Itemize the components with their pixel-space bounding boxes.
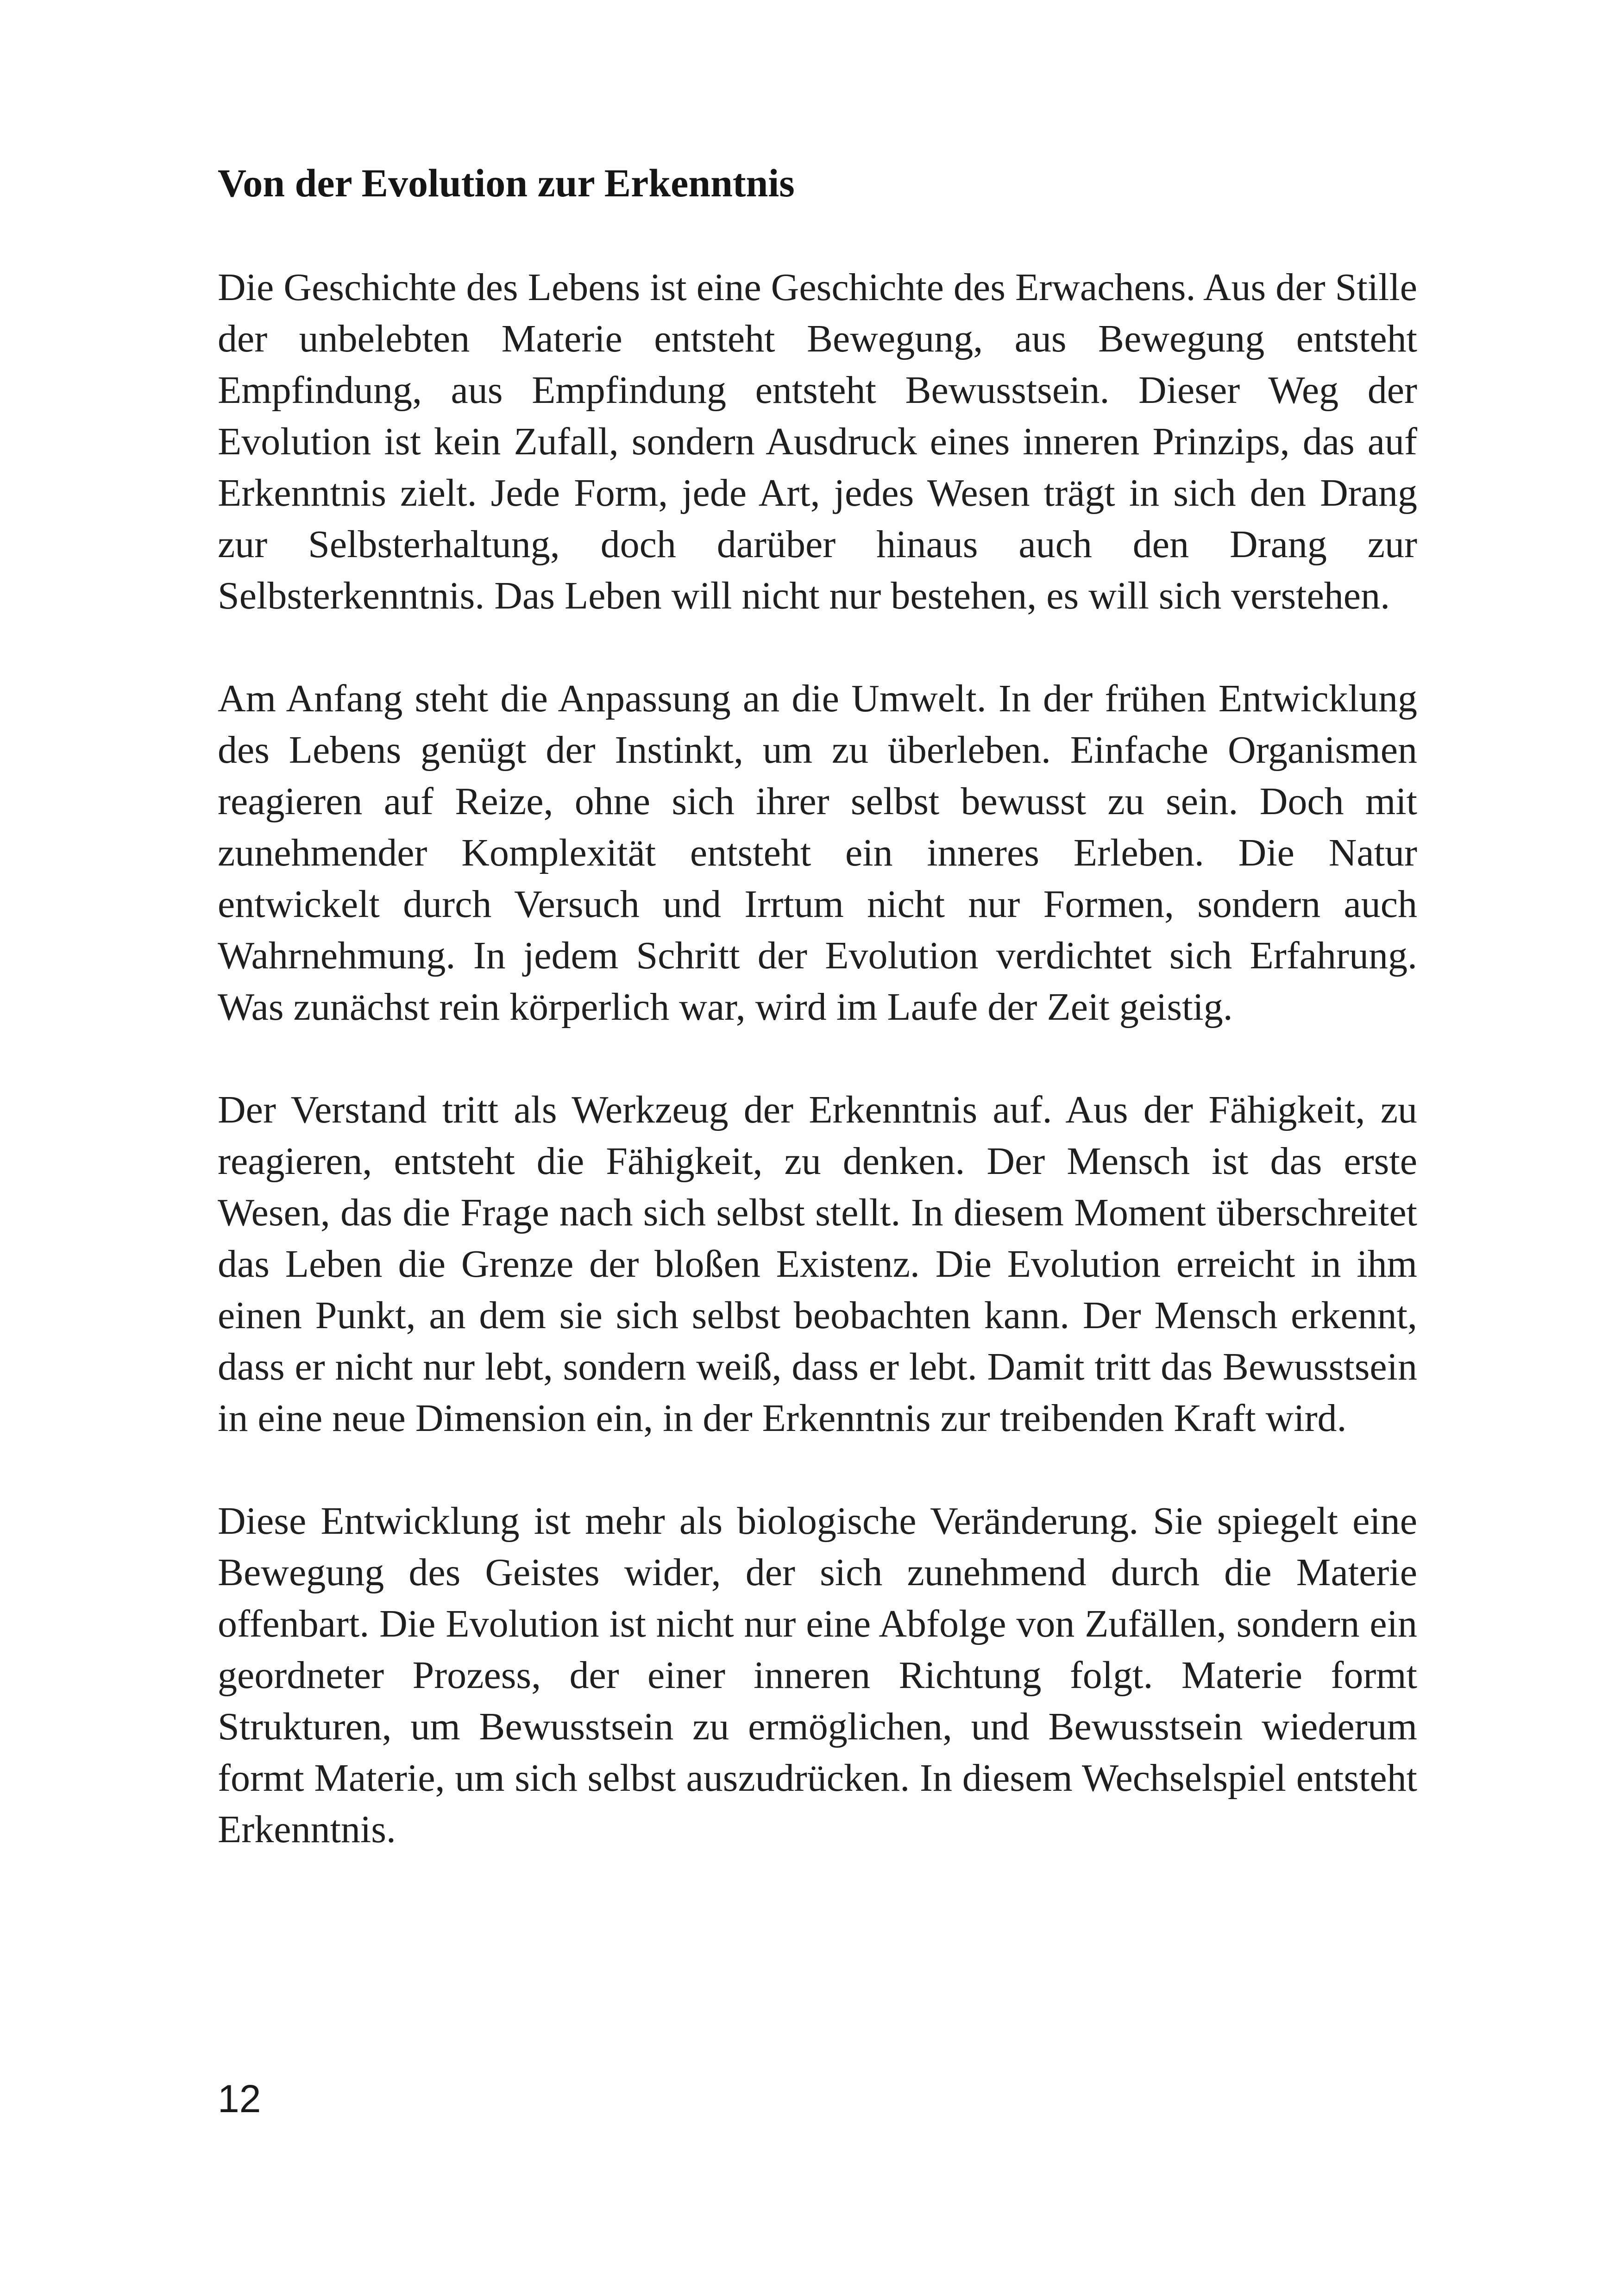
page-number: 12: [218, 2077, 261, 2120]
paragraph-2: Am Anfang steht die Anpassung an die Umwelt. In der frühen Entwicklung des Lebens genügt der Instinkt, um zu überleben. Einfache Organismen reagieren auf Reize, ohne sich ihrer selbst bewusst zu sein. Doch mit zunehmender Komplexität entsteht ein inneres Erleben. Die Natur entwickelt durch Versuch und Irrtum nicht nur Formen, sondern auch Wahrnehmung. In jedem Schritt der Evolution verdichtet sich Erfahrung. Was zunächst rein körperlich war, wird im Laufe der Zeit geistig.: [218, 677, 1417, 1029]
section-heading: Von der Evolution zur Erkenntnis: [218, 161, 795, 205]
paragraph-4: Diese Entwicklung ist mehr als biologische Veränderung. Sie spiegelt eine Bewegung des Geistes wider, der sich zunehmend durch die Materie offenbart. Die Evolution ist nicht nur eine Abfolge von Zufällen, sondern ein geordneter Prozess, der einer inneren Richtung folgt. Materie formt Strukturen, um Bewusstsein zu ermöglichen, und Bewusstsein wiederum formt Materie, um sich selbst auszudrücken. In diesem Wechselspiel entsteht Erkenntnis.: [218, 1499, 1417, 1851]
page-content: [218, 157, 1417, 1855]
paragraph-3: Der Verstand tritt als Werkzeug der Erkenntnis auf. Aus der Fähigkeit, zu reagieren, entsteht die Fähigkeit, zu denken. Der Mensch ist das erste Wesen, das die Frage nach sich selbst stellt. In diesem Moment überschreitet das Leben die Grenze der bloßen Existenz. Die Evolution erreicht in ihm einen Punkt, an dem sie sich selbst beobachten kann. Der Mensch erkennt, dass er nicht nur lebt, sondern weiß, dass er lebt. Damit tritt das Bewusstsein in eine neue Dimension ein, in der Erkenntnis zur treibenden Kraft wird.: [218, 1088, 1417, 1440]
paragraph-1: Die Geschichte des Lebens ist eine Geschichte des Erwachens. Aus der Stille der unbelebten Materie entsteht Bewegung, aus Bewegung entsteht Empfindung, aus Empfindung entsteht Bewusstsein. Dieser Weg der Evolution ist kein Zufall, sondern Ausdruck eines inneren Prinzips, das auf Erkenntnis zielt. Jede Form, jede Art, jedes Wesen trägt in sich den Drang zur Selbsterhaltung, doch darüber hinaus auch den Drang zur Selbsterkenntnis. Das Leben will nicht nur bestehen, es will sich verstehen.: [218, 265, 1417, 617]
